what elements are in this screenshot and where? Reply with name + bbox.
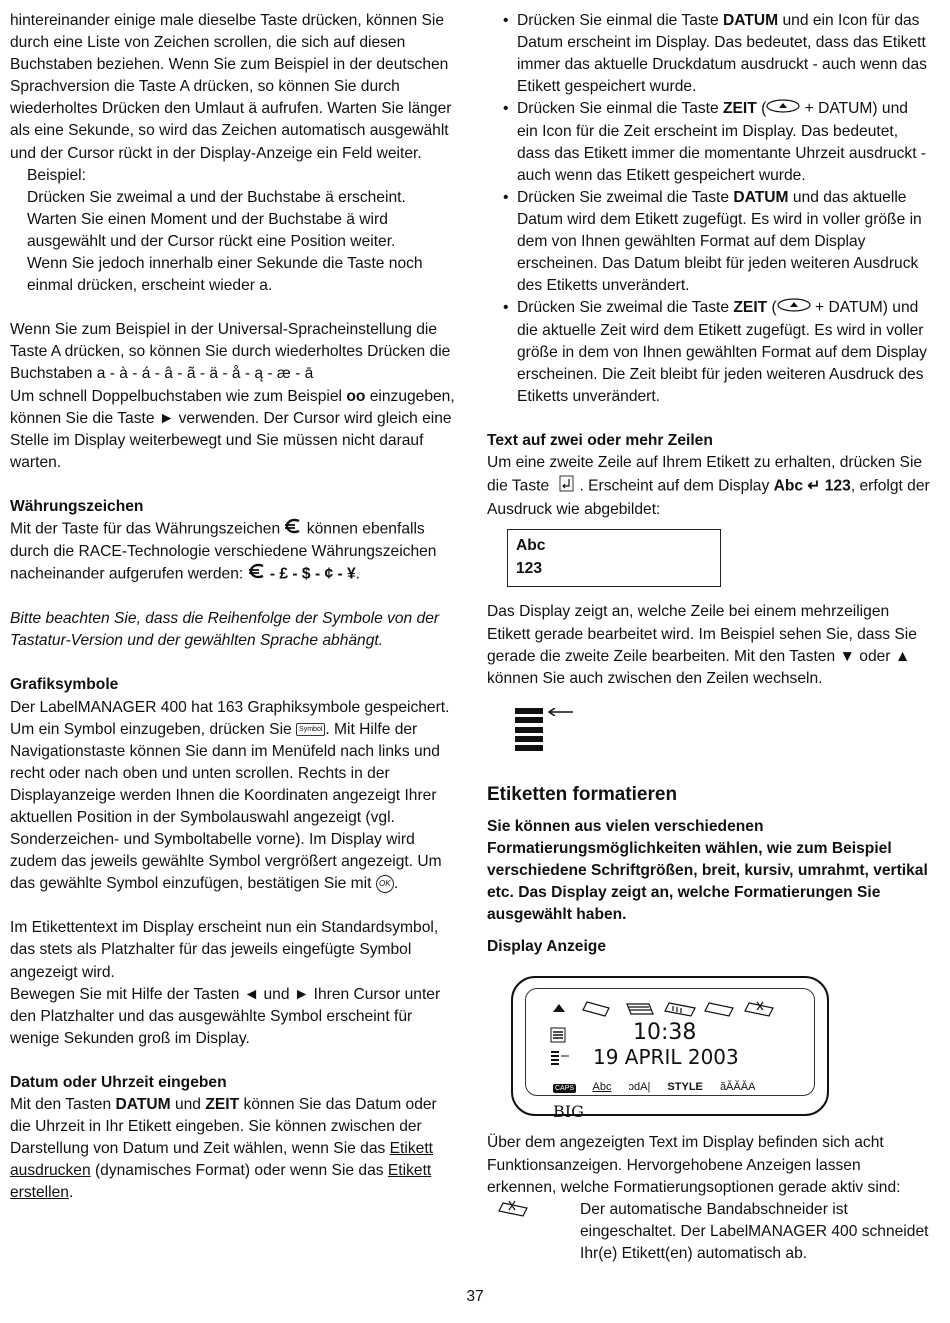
line-indicator-icon	[515, 708, 932, 768]
bold-intro: Sie können aus vielen verschiedenen Formatierungsmöglichkeiten wählen, wie zum Beispiel verschiedene Schriftgrößen, breit, kursiv, umrahmt, vertikal etc. Das Display zeigt an, welche Formatierungen Sie ausgewählt haben.	[487, 817, 928, 924]
ok-key-icon: OK	[376, 875, 394, 893]
paragraph: Wenn Sie zum Beispiel in der Universal-Spracheinstellung die Taste A drücken, so können Sie durch wiederholtes Drücken die Buchstaben a - à - á - â - ã - ä - å - ą - æ - ā	[10, 321, 451, 383]
shift-key-icon	[777, 297, 811, 319]
example-block	[10, 165, 455, 298]
lcd-time: 10:38	[633, 1020, 697, 1046]
section-heading: Text auf zwei oder mehr Zeilen	[487, 432, 713, 450]
paragraph: Der LabelMANAGER 400 hat 163 Graphiksymbole gespeichert. Um ein Symbol einzugeben, drücken Sie Symbol . Mit Hilfe der Navigationstaste können Sie dann im Menüfeld nach links und recht oder nach oben und unten scrollen. Rechts in der Displayanzeige werden Ihnen die Koordinaten angezeigt Ihrer aktuellen Position in der Symbolauswahl angezeigt (vgl. Sonderzeichen- und Symboltabelle vorne). Im Display wird zudem das jeweils gewählte Symbol vergrößert angezeigt. Um das gewählte Symbol einzufügen, bestätigen Sie mit OK .	[10, 698, 450, 893]
lcd-date: 19 APRIL 2003	[593, 1045, 739, 1070]
shift-key-icon	[766, 98, 800, 120]
sample-line: Abc	[516, 537, 546, 555]
section-title: Etiketten formatieren	[487, 783, 678, 805]
euro-key-icon	[284, 518, 302, 541]
list-item: • Drücken Sie zweimal die Taste DATUM und das aktuelle Datum wird dem Etikett zugefügt. Es wird in voller größe in dem von Ihnen gewählten Format auf dem Display erscheinen. Das Datum bleibt für jeden weiteren Ausdruck des Etiketts unverändert.	[487, 187, 932, 297]
section-heading: Grafiksymbole	[10, 676, 119, 694]
style-indicator: STYLE	[667, 1081, 703, 1094]
caps-indicator: CAPS	[555, 1085, 575, 1093]
list-item: • Drücken Sie zweimal die Taste ZEIT ( + DATUM) und die aktuelle Zeit wird dem Etikett zugefügt. Es wird in voller größe in dem von Ihnen gewählten Format auf dem Display erscheinen. Die Zeit bleibt für jeden weiteren Ausdruck des Etiketts unverändert.	[487, 297, 932, 408]
sample-line: 123	[516, 560, 543, 578]
lcd-display	[511, 976, 932, 1121]
paragraph: Bewegen Sie mit Hilfe der Tasten ◄ und ► Ihren Cursor unter den Platzhalter und das ausgewählte Symbol erscheint für wenige Sekunden groß im Display.	[10, 985, 441, 1047]
example-line: Warten Sie einen Moment und der Buchstabe ä wird ausgewählt und der Cursor rückt eine Position weiter.	[27, 210, 396, 250]
cutter-icon	[497, 1199, 531, 1224]
abc-indicator: Abc	[592, 1081, 612, 1094]
label-sample	[507, 529, 721, 587]
example-line: Wenn Sie jedoch innerhalb einer Sekunde die Taste noch einmal drücken, erscheint wieder a.	[27, 255, 423, 295]
paragraph: hintereinander einige male dieselbe Taste drücken, können Sie durch eine Liste von Zeichen scrollen, die sich auf diesen Buchstaben beziehen. Wenn Sie zum Beispiel in der deutschen Sprachversion die Taste A drücken, so können Sie durch wiederholtes Drücken den Umlaut ä aufrufen. Warten Sie länger als eine Sekunde, so wird das Zeichen automatisch ausgewählt und der Cursor rückt in der Display-Anzeige ein Feld weiter.	[10, 12, 452, 162]
euro-icon	[248, 563, 266, 586]
paragraph: Mit den Tasten DATUM und ZEIT können Sie das Datum oder die Uhrzeit in Ihr Etikett eingeben. Sie können zwischen der Darstellung von Datum und Zeit wählen, wenn Sie das Etikett ausdrucken (dynamisches Format) oder wenn Sie das Etikett erstellen.	[10, 1096, 437, 1202]
line-count-icon	[549, 1026, 571, 1076]
mirror-indicator: ɔdA|	[628, 1081, 651, 1094]
list-item: • Drücken Sie einmal die Taste DATUM und ein Icon für das Datum erscheint im Display. Das bedeutet, dass das Etikett immer das aktuelle Druckdatum ausdruckt - auch wenn das Etikett gespeichert wurde.	[487, 10, 932, 98]
paragraph: Im Etikettentext im Display erscheint nun ein Standardsymbol, das stets als Platzhalter für das jeweils eingefügte Symbol angezeigt wird.	[10, 919, 439, 981]
return-key-icon	[553, 474, 579, 499]
definition-text: Der automatische Bandabschneider ist eingeschaltet. Der LabelMANAGER 400 schneidet Ihr(e) Etikett(en) automatisch ab.	[580, 1200, 929, 1262]
lcd-status-row	[553, 1076, 813, 1124]
big-indicator: BIG	[553, 1101, 584, 1121]
symbol-key-icon: Symbol	[296, 723, 325, 736]
paragraph: Mit der Taste für das Währungszeichen können ebenfalls durch die RACE-Technologie verschiedene Währungszeichen nacheinander aufgerufen werden: - £ - $ - ¢ - ¥.	[10, 518, 455, 586]
section-heading: Währungszeichen	[10, 497, 144, 515]
paragraph: Das Display zeigt an, welche Zeile bei einem mehrzeiligen Etikett gerade bearbeitet wird. Im Beispiel sehen Sie, dass Sie gerade die zweite Zeile bearbeiten. Mit den Tasten ▼ oder ▲ können Sie auch zwischen den Zeilen wechseln.	[487, 603, 917, 687]
right-column	[487, 10, 932, 1265]
example-line: Drücken Sie zweimal a und der Buchstabe ä erscheint.	[27, 188, 406, 206]
section-heading: Display Anzeige	[487, 938, 607, 956]
list-item: • Drücken Sie einmal die Taste ZEIT ( + DATUM) und ein Icon für die Zeit erscheint im Display. Das bedeutet, dass das Etikett immer die momentante Uhrzeit ausdruckt - auch wenn das Etikett gespeichert wurde.	[487, 98, 932, 187]
size-indicator: ăĂĂĂA	[719, 1081, 756, 1094]
left-column	[10, 10, 455, 1205]
example-label: Beispiel:	[27, 166, 86, 184]
indicator-definition	[487, 1199, 932, 1265]
paragraph: Um eine zweite Zeile auf Ihrem Etikett zu erhalten, drücken Sie die Taste . Erscheint auf dem Display Abc ↵ 123, erfolgt der Ausdruck wie abgebildet:	[487, 454, 930, 519]
page-number: 37	[466, 1288, 484, 1305]
section-heading: Datum oder Uhrzeit eingeben	[10, 1073, 227, 1091]
note: Bitte beachten Sie, dass die Reihenfolge der Symbole von der Tastatur-Version und der gewählten Sprache abhängt.	[10, 610, 440, 650]
paragraph: Um schnell Doppelbuchstaben wie zum Beispiel oo einzugeben, können Sie die Taste ► verwenden. Der Cursor wird gleich eine Stelle im Display weiterbewegt und Sie müssen nicht darauf warten.	[10, 387, 455, 471]
paragraph: Über dem angezeigten Text im Display befinden sich acht Funktionsanzeigen. Hervorgehobene Anzeigen lassen erkennen, welche Formatierungsoptionen gerade aktiv sind:	[487, 1134, 901, 1196]
function-indicators-icon	[549, 998, 799, 1022]
